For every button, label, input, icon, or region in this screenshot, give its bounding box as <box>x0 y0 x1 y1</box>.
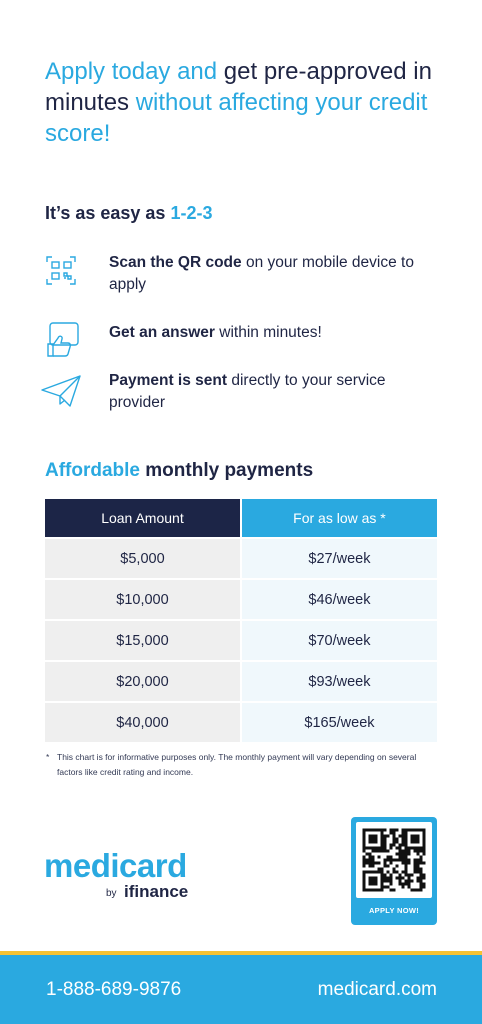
weekly-payment-cell: $165/week <box>242 701 437 742</box>
thumbs-up-phone-icon <box>40 320 84 360</box>
table-row <box>45 537 437 578</box>
apply-now-label[interactable]: APPLY NOW! <box>368 906 420 915</box>
step-answer-text <box>109 322 429 344</box>
headline-part-3: without affecting your credit score! <box>45 89 428 147</box>
footnote <box>46 750 438 780</box>
weekly-payment-cell: $93/week <box>242 660 437 701</box>
header-for-as-low-as: For as low as * <box>242 499 437 537</box>
medicard-logo <box>44 848 204 912</box>
step-scan-text <box>109 252 429 296</box>
footer-bar <box>0 955 482 1024</box>
loan-amount-cell: $5,000 <box>45 537 242 578</box>
weekly-payment-cell: $46/week <box>242 578 437 619</box>
step-payment-rest: directly to your service provider <box>109 372 386 411</box>
steps-title-highlight: 1-2-3 <box>170 203 213 223</box>
header-loan-amount: Loan Amount <box>45 499 242 537</box>
logo-by: by <box>106 888 117 899</box>
headline-part-2: get pre-approved in minutes <box>45 58 432 116</box>
headline <box>45 56 465 149</box>
table-title <box>45 460 313 482</box>
qr-code-icon[interactable] <box>356 822 432 898</box>
paper-plane-icon <box>40 370 84 410</box>
steps-title-prefix: It’s as easy as <box>45 203 171 223</box>
table-title-highlight: Affordable <box>45 460 140 481</box>
table-row <box>45 578 437 619</box>
table-row <box>45 701 437 742</box>
table-row <box>45 660 437 701</box>
logo-ifinance: ifinance <box>124 882 189 901</box>
step-payment-text <box>109 370 429 414</box>
loan-amount-cell: $15,000 <box>45 619 242 660</box>
footer-website[interactable]: medicard.com <box>317 979 437 1000</box>
loan-amount-cell: $10,000 <box>45 578 242 619</box>
step-payment-bold: Payment is sent <box>109 372 228 389</box>
loan-amount-cell: $40,000 <box>45 701 242 742</box>
payment-table <box>45 499 437 742</box>
steps-title <box>45 203 212 224</box>
headline-part-1: Apply today and <box>45 58 224 85</box>
step-answer-bold: Get an answer <box>109 324 215 341</box>
table-title-rest: monthly payments <box>140 460 314 481</box>
loan-amount-cell: $20,000 <box>45 660 242 701</box>
step-scan-rest: on your mobile device to apply <box>109 254 414 293</box>
footer-phone[interactable]: 1-888-689-9876 <box>46 979 182 1000</box>
qr-apply-card[interactable] <box>351 817 437 925</box>
step-answer-rest: within minutes! <box>214 324 322 341</box>
table-header-row <box>45 499 437 537</box>
weekly-payment-cell: $70/week <box>242 619 437 660</box>
qr-scan-icon <box>40 252 84 292</box>
step-scan-bold: Scan the QR code <box>109 254 242 271</box>
footnote-text: This chart is for informative purposes only. The monthly payment will vary depending on several factors like credit rating and income. <box>57 752 417 777</box>
logo-brand: medicard <box>44 847 187 884</box>
table-row <box>45 619 437 660</box>
footnote-star: * <box>46 752 50 762</box>
weekly-payment-cell: $27/week <box>242 537 437 578</box>
